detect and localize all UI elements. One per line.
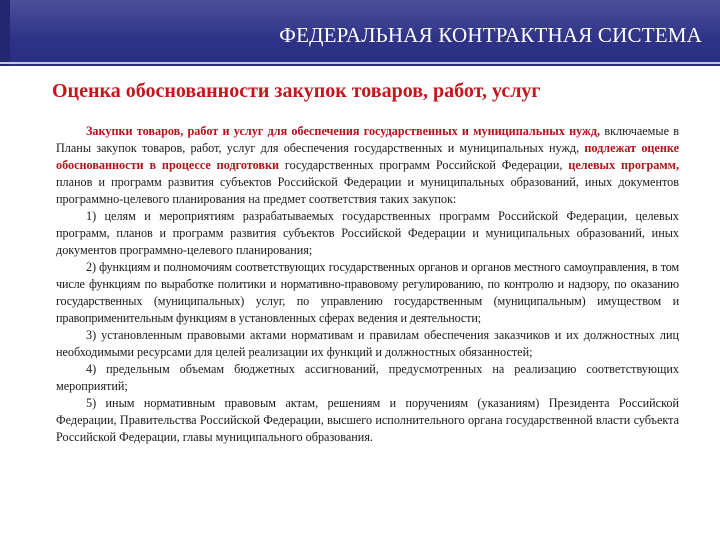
intro-text-2: государственных программ Российской Федерации, xyxy=(279,158,569,172)
header-accent-strip xyxy=(0,0,10,66)
slide-title: Оценка обоснованности закупок товаров, работ, услуг xyxy=(52,80,541,102)
intro-highlight-assessment: подлежат оценке обоснованности в процессе подготовки xyxy=(56,141,679,172)
intro-highlight-purchases: Закупки товаров, работ и услуг для обеспечения государственных и муниципальных нужд, xyxy=(86,124,601,138)
list-item: 1) целям и мероприятиям разрабатываемых государственных программ Российской Федерации, целевых программ, планов и программ развития субъектов Российской Федерации и муниципальных образований, иных документов программно-целевого планирования; xyxy=(56,209,679,257)
intro-highlight-programs: целевых программ, xyxy=(568,158,680,172)
intro-text-3: планов и программ развития субъектов Российской Федерации и муниципальных образований, иных документов программно-целевого планирования на предмет соответствия таких закупок: xyxy=(56,175,679,206)
body-text xyxy=(56,123,679,446)
header-title: ФЕДЕРАЛЬНАЯ КОНТРАКТНАЯ СИСТЕМА xyxy=(279,23,702,47)
list-item: 5) иным нормативным правовым актам, решениям и поручениям (указаниям) Президента Российской Федерации, Правительства Российской Федерации, высшего исполнительного органа государственной власти субъекта Российской Федерации, главы муниципального образования. xyxy=(56,396,679,444)
list-item: 2) функциям и полномочиям соответствующих государственных органов и органов местного самоуправления, в том числе функциям по выработке политики и нормативно-правовому регулированию, по контролю и надзору, по оказанию государственных (муниципальных) услуг, по управлению государственным (муниципальным) имуществом и правоприменительным функциям в установленных сферах ведения и деятельности; xyxy=(56,260,679,325)
intro-paragraph xyxy=(56,123,679,208)
list-item: 4) предельным объемам бюджетных ассигнований, предусмотренных на реализацию соответствующих мероприятий; xyxy=(56,362,679,393)
intro-text-1: включаемые в Планы закупок товаров, работ, услуг для обеспечения государственных и муниципальных нужд, xyxy=(56,124,679,155)
list-item: 3) установленным правовыми актами нормативам и правилам обеспечения заказчиков и их должностных лиц необходимыми ресурсами для целей реализации их функций и должностных обязанностей; xyxy=(56,328,679,359)
header-divider xyxy=(0,62,720,64)
